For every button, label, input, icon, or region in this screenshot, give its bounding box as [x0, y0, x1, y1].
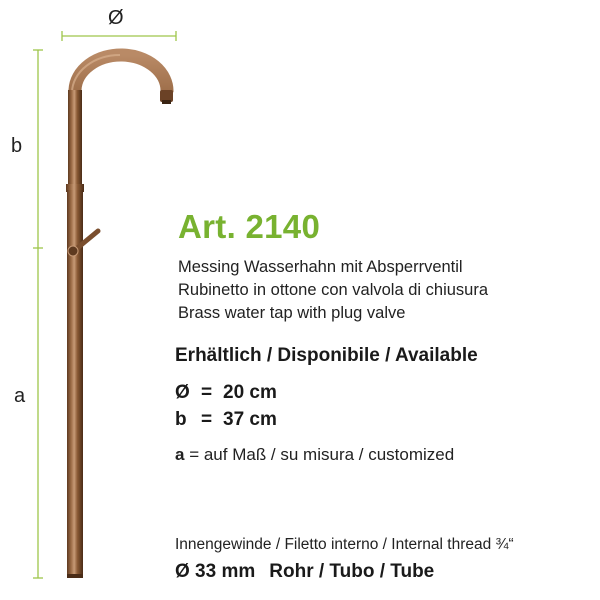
thread-note: Innengewinde / Filetto interno / Internal thread ¾“ — [175, 536, 514, 553]
spec-b-row — [175, 409, 277, 431]
brass-tap-image — [66, 55, 173, 578]
spec-b-equals: = — [201, 409, 213, 430]
tube-size: Ø 33 mm — [175, 561, 256, 582]
availability-heading: Erhältlich / Disponibile / Available — [175, 345, 478, 366]
description-english: Brass water tap with plug valve — [178, 304, 406, 322]
spec-b-value: 37 cm — [223, 409, 277, 430]
spec-diameter-value: 20 cm — [223, 382, 277, 403]
diameter-dimension-label: Ø — [108, 7, 124, 29]
spec-a-symbol: a — [175, 445, 185, 464]
description-german: Messing Wasserhahn mit Absperrventil — [178, 258, 463, 276]
b-dimension-label: b — [11, 135, 23, 157]
spec-a-row — [175, 445, 454, 465]
a-dimension-label: a — [14, 385, 26, 407]
spec-diameter-row — [175, 382, 277, 404]
tube-spec — [175, 561, 434, 583]
spec-b-symbol: b — [175, 409, 187, 430]
dimension-lines — [33, 31, 176, 578]
description-italian: Rubinetto in ottone con valvola di chiusura — [178, 281, 489, 299]
spec-diameter-equals: = — [201, 382, 213, 403]
spec-a-text: = auf Maß / su misura / customized — [184, 445, 455, 464]
article-title: Art. 2140 — [178, 208, 321, 245]
spec-diameter-symbol: Ø — [175, 382, 190, 403]
tube-label: Rohr / Tubo / Tube — [269, 561, 435, 582]
